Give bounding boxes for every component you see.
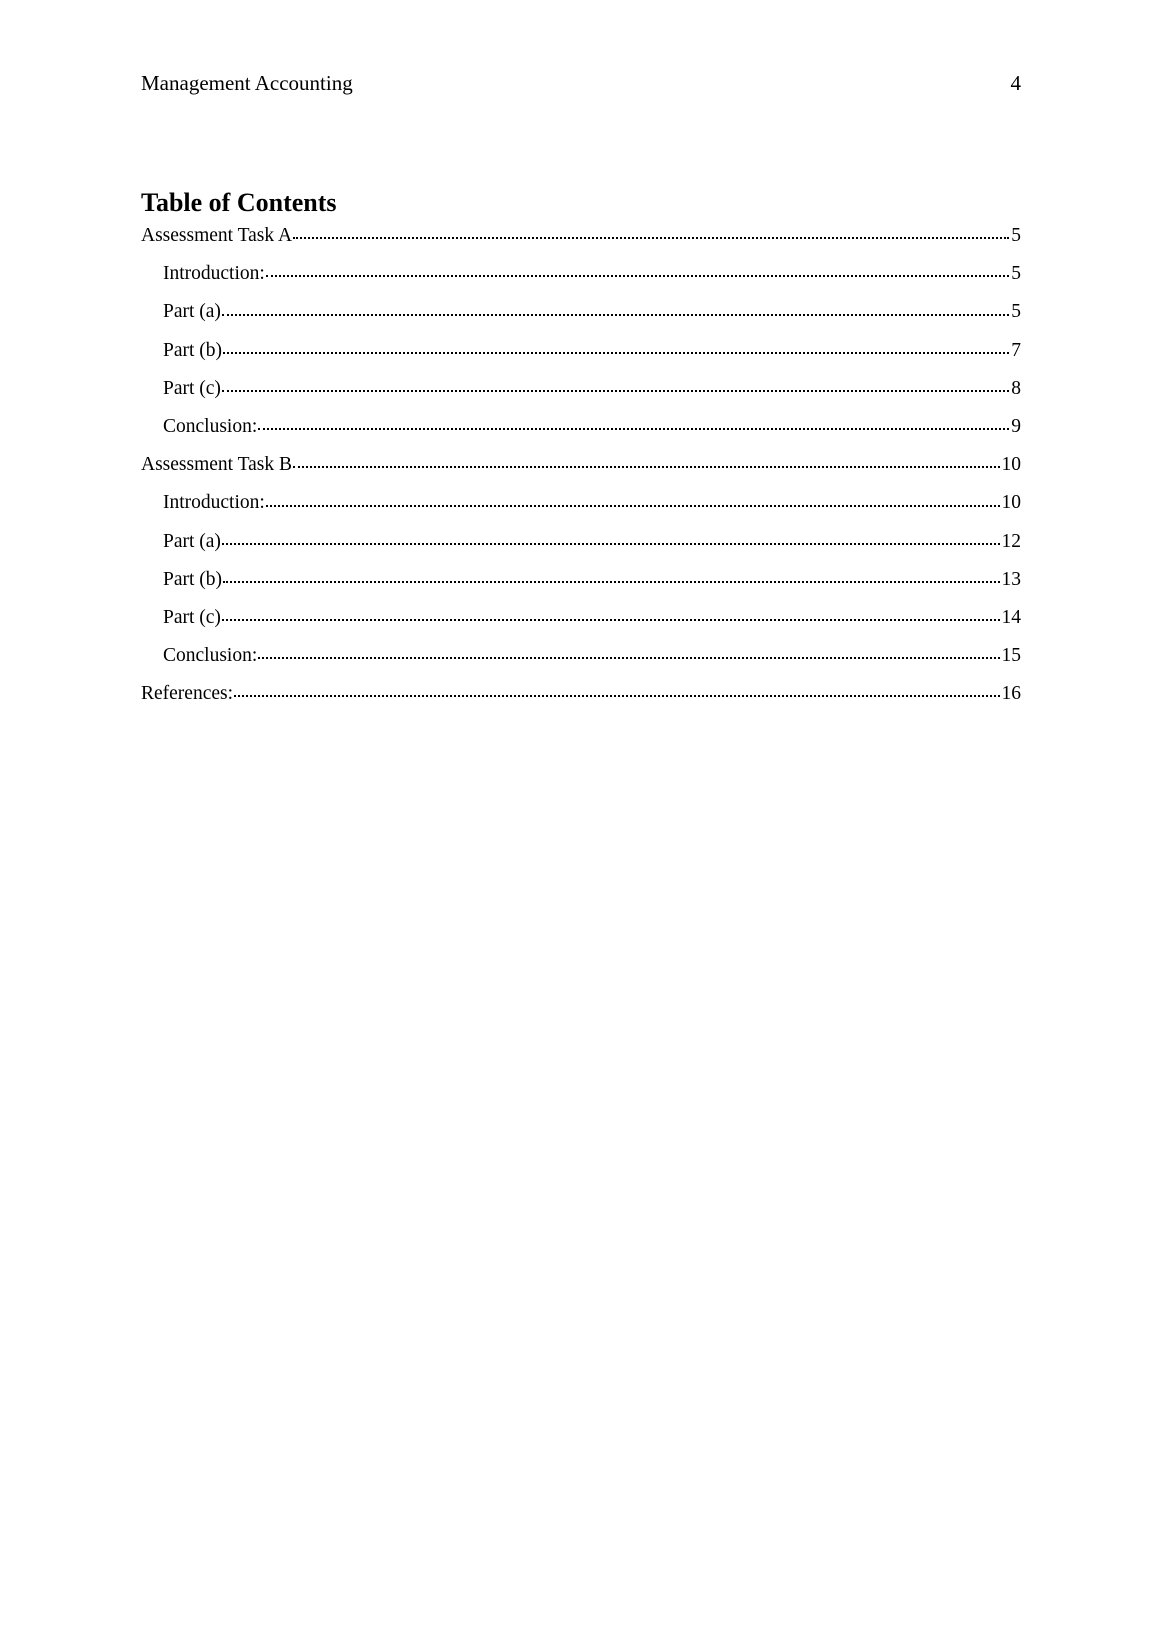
toc-entry-label: Part (a) [163,530,221,552]
toc-entry-label: Part (b) [163,339,223,361]
toc-entry[interactable] [141,221,1021,259]
toc-entry-label: Part (a) [163,301,221,323]
toc-entry-label: Part (b) [163,568,223,590]
toc-dot-leader [293,465,999,468]
toc-dot-leader [266,504,1000,507]
toc-dot-leader [222,618,1000,621]
toc-dot-leader [223,351,1009,354]
toc-entry-label: Assessment Task B [141,454,293,476]
toc-entry[interactable] [141,412,1021,450]
toc-entry-label: Conclusion: [163,645,258,667]
toc-entry-page-number: 10 [1001,454,1021,476]
toc-dot-leader [222,389,1009,392]
toc-entry[interactable] [141,488,1021,526]
toc-entry-page-number: 16 [1001,683,1021,705]
toc-entry-label: Conclusion: [163,415,258,437]
toc-dot-leader [222,313,1009,316]
toc-dot-leader [222,542,1000,545]
toc-entry-page-number: 13 [1001,568,1021,590]
toc-entry[interactable] [141,565,1021,603]
toc-entry[interactable] [141,527,1021,565]
toc-entry-page-number: 14 [1001,606,1021,628]
toc-entry-page-number: 7 [1011,339,1021,361]
toc-entry-page-number: 5 [1011,225,1021,246]
toc-heading: Table of Contents [141,188,337,217]
toc-entry[interactable] [141,297,1021,335]
toc-entry-page-number: 10 [1001,492,1021,514]
toc-entry-label: Assessment Task A [141,225,293,246]
toc-entry[interactable] [141,336,1021,374]
toc-entry[interactable] [141,374,1021,412]
toc-dot-leader [234,694,999,697]
toc-entry[interactable] [141,641,1021,679]
toc-dot-leader [223,580,999,583]
toc-entry-page-number: 5 [1011,301,1021,323]
toc-entry-label: References: [141,683,234,705]
table-of-contents [141,221,1021,717]
toc-entry-page-number: 15 [1001,645,1021,667]
toc-entry-label: Part (c) [163,606,221,628]
toc-entry[interactable] [141,450,1021,488]
toc-entry[interactable] [141,259,1021,297]
toc-entry-label: Introduction: [163,263,265,285]
toc-entry-label: Part (c) [163,377,221,399]
running-header [141,68,1021,98]
toc-entry-page-number: 9 [1011,415,1021,437]
toc-entry-page-number: 12 [1001,530,1021,552]
toc-entry[interactable] [141,603,1021,641]
toc-dot-leader [258,656,999,659]
toc-entry-page-number: 8 [1011,377,1021,399]
toc-dot-leader [266,274,1009,277]
running-header-title: Management Accounting [141,71,353,95]
toc-entry[interactable] [141,679,1021,717]
toc-entry-page-number: 5 [1011,263,1021,285]
toc-entry-label: Introduction: [163,492,265,514]
toc-dot-leader [293,236,1009,239]
page-number: 4 [1010,71,1021,95]
toc-dot-leader [258,427,1009,430]
